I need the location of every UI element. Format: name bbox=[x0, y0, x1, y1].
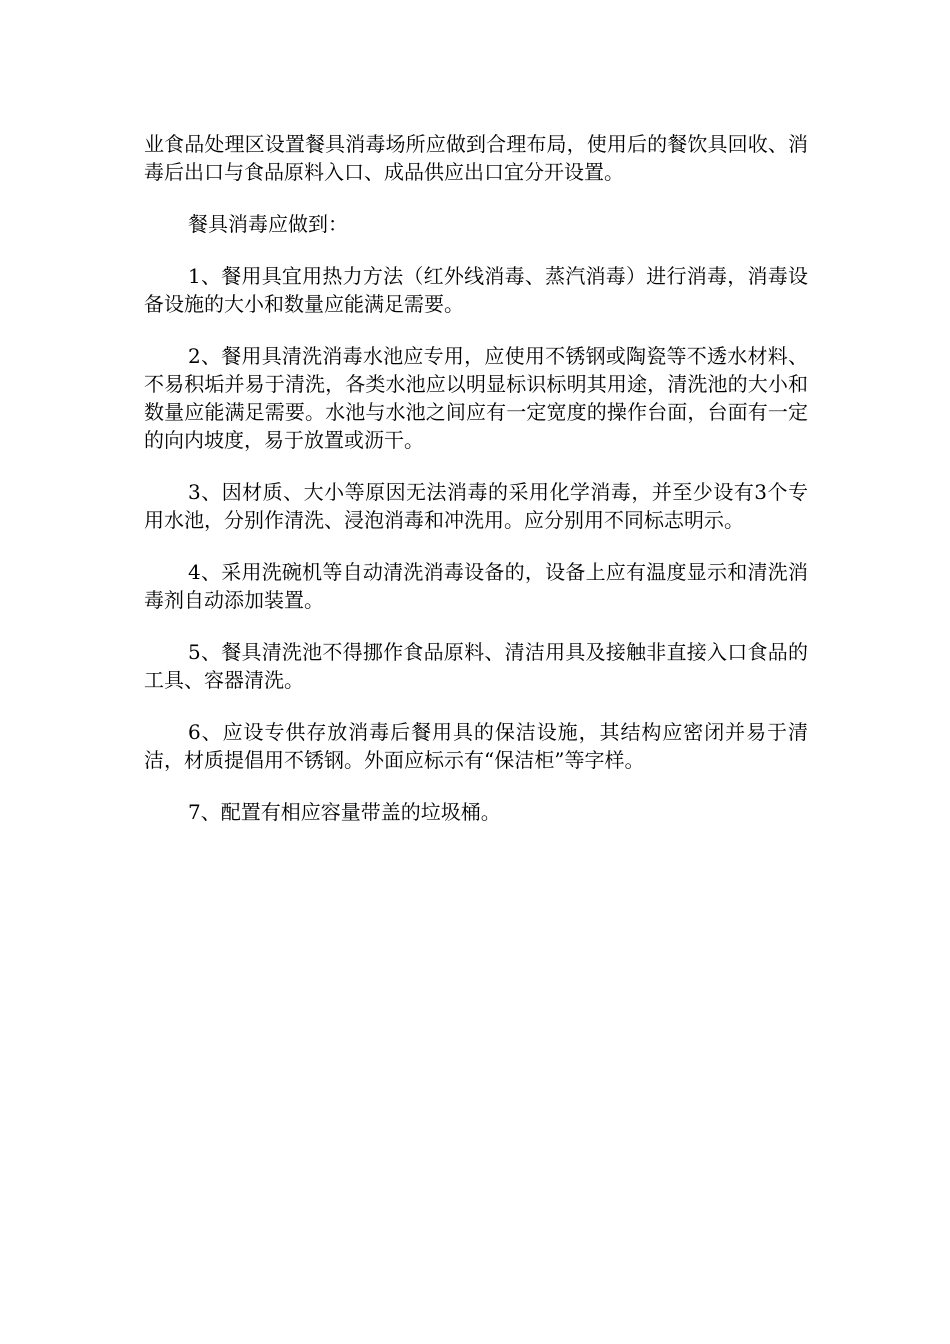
paragraph-item-6: 6、应设专供存放消毒后餐用具的保洁设施，其结构应密闭并易于清洁，材质提倡用不锈钢。外面应标示有“保洁柜”等字样。 bbox=[144, 720, 808, 772]
paragraph-intro: 餐具消毒应做到： bbox=[188, 212, 348, 236]
paragraph-item-5: 5、餐具清洗池不得挪作食品原料、清洁用具及接触非直接入口食品的工具、容器清洗。 bbox=[144, 640, 808, 692]
document-body bbox=[144, 130, 808, 850]
paragraph-continuation: 业食品处理区设置餐具消毒场所应做到合理布局，使用后的餐饮具回收、消毒后出口与食品原料入口、成品供应出口宜分开设置。 bbox=[144, 132, 808, 184]
paragraph-item-4: 4、采用洗碗机等自动清洗消毒设备的，设备上应有温度显示和清洗消毒剂自动添加装置。 bbox=[144, 560, 808, 612]
paragraph-item-7: 7、配置有相应容量带盖的垃圾桶。 bbox=[188, 800, 501, 824]
paragraph-item-2: 2、餐用具清洗消毒水池应专用，应使用不锈钢或陶瓷等不透水材料、不易积垢并易于清洗，各类水池应以明显标识标明其用途，清洗池的大小和数量应能满足需要。水池与水池之间应有一定宽度的操作台面，台面有一定的向内坡度，易于放置或沥干。 bbox=[144, 344, 808, 452]
paragraph-item-1: 1、餐用具宜用热力方法（红外线消毒、蒸汽消毒）进行消毒，消毒设备设施的大小和数量应能满足需要。 bbox=[144, 264, 808, 316]
paragraph-item-3: 3、因材质、大小等原因无法消毒的采用化学消毒，并至少设有3个专用水池，分别作清洗、浸泡消毒和冲洗用。应分别用不同标志明示。 bbox=[144, 480, 808, 532]
